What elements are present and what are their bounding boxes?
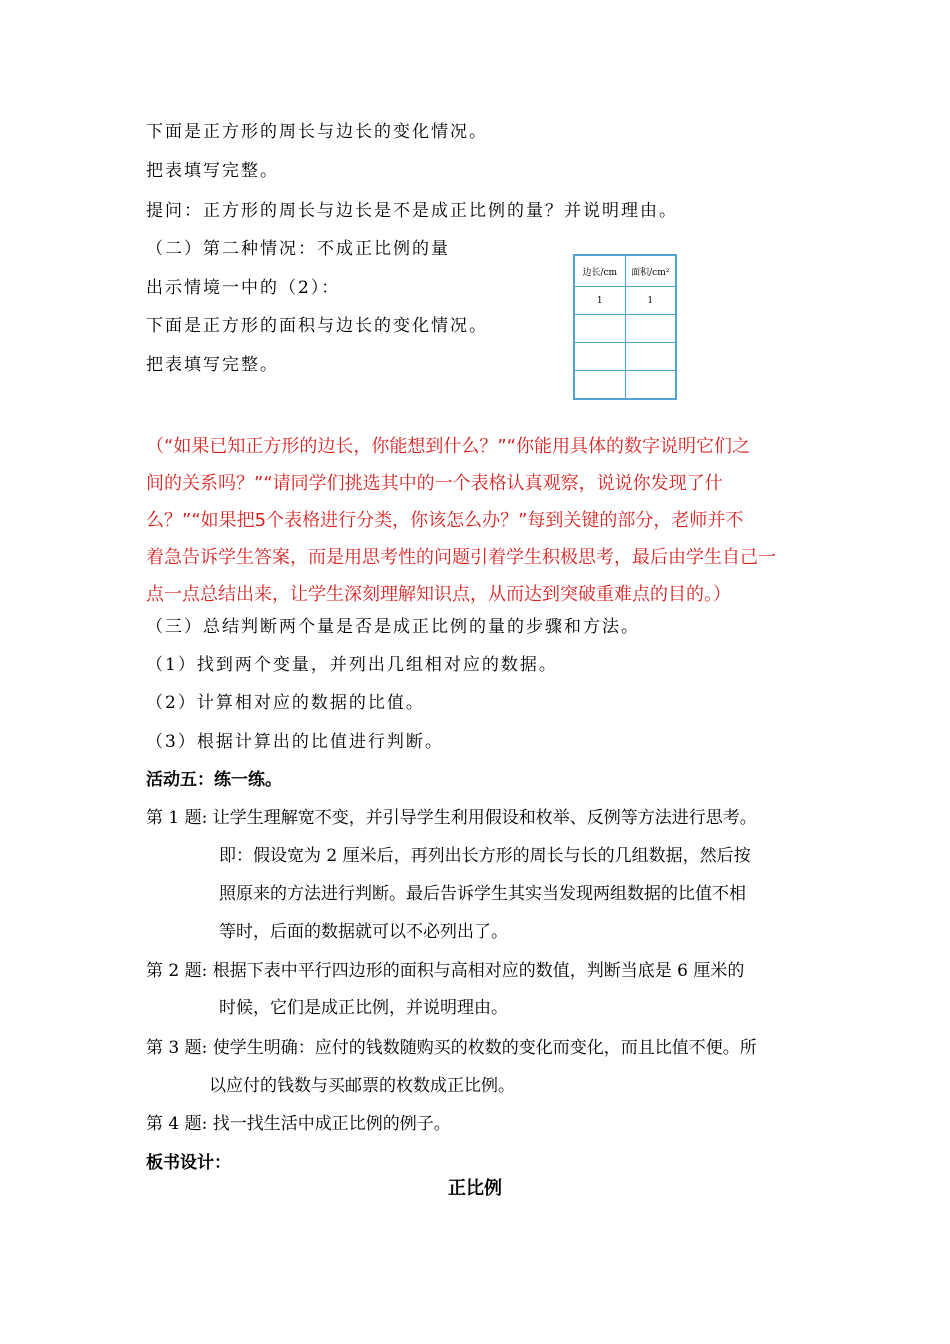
q1-line-4: 等时，后面的数据就可以不必列出了。 (219, 922, 508, 942)
q3-line-1: 第 3 题: 使学生明确：应付的钱数随购买的枚数的变化而变化，而且比值不便。所 (146, 1038, 757, 1058)
line-3: 提问：正方形的周长与边长是不是成正比例的量？并说明理由。 (146, 201, 678, 221)
red-note-line-2: 间的关系吗？”“请同学们挑选其中的一个表格认真观察，说说你发现了什 (146, 473, 723, 494)
table-cell: 1 (625, 287, 676, 315)
line-2: 把表填写完整。 (146, 161, 279, 181)
red-note-line-3: 么？”“如果把5个表格进行分类，你该怎么办？”每到关键的部分，老师并不 (146, 510, 744, 531)
table-header: 边长/cm (574, 255, 625, 287)
line-5: 出示情境一中的（2）： (146, 278, 341, 298)
red-note-line-4: 着急告诉学生答案，而是用思考性的问题引着学生积极思考，最后由学生自己一 (146, 547, 776, 568)
table-cell (625, 343, 676, 371)
activity-title: 活动五：练一练。 (146, 770, 282, 790)
q3-line-2: 以应付的钱数与买邮票的枚数成正比例。 (209, 1076, 515, 1096)
table-cell (574, 343, 625, 371)
table-cell: 1 (574, 287, 625, 315)
q1-line-2: 即：假设宽为 2 厘米后，再列出长方形的周长与长的几组数据，然后按 (219, 846, 751, 866)
table-cell (574, 315, 625, 343)
line-1: 下面是正方形的周长与边长的变化情况。 (146, 122, 488, 142)
step-3: （3）根据计算出的比值进行判断。 (146, 732, 444, 752)
red-note-line-5: 点一点总结出来，让学生深刻理解知识点，从而达到突破重难点的目的。） (146, 584, 731, 605)
table-cell (574, 371, 625, 400)
line-7: 把表填写完整。 (146, 355, 279, 375)
q1-line-1: 第 1 题: 让学生理解宽不变，并引导学生利用假设和枚举、反例等方法进行思考。 (146, 808, 757, 828)
red-note-line-1: （“如果已知正方形的边长，你能想到什么？”“你能用具体的数字说明它们之 (146, 436, 750, 457)
q1-line-3: 照原来的方法进行判断。最后告诉学生其实当发现两组数据的比值不相 (219, 884, 746, 904)
line-6: 下面是正方形的面积与边长的变化情况。 (146, 316, 488, 336)
q4-line: 第 4 题: 找一找生活中成正比例的例子。 (146, 1114, 451, 1134)
table-cell (625, 315, 676, 343)
board-heading: 正比例 (448, 1178, 502, 1199)
line-4: （二）第二种情况：不成正比例的量 (146, 239, 450, 259)
q2-line-2: 时候，它们是成正比例，并说明理由。 (219, 998, 508, 1018)
step-1: （1）找到两个变量，并列出几组相对应的数据。 (146, 655, 558, 675)
table-cell (625, 371, 676, 400)
board-title: 板书设计： (146, 1153, 231, 1173)
step-2: （2）计算相对应的数据的比值。 (146, 693, 425, 713)
steps-heading: （三）总结判断两个量是否是成正比例的量的步骤和方法。 (146, 617, 640, 637)
square-area-table (573, 254, 677, 400)
table-header: 面积/cm² (625, 255, 676, 287)
q2-line-1: 第 2 题: 根据下表中平行四边形的面积与高相对应的数值，判断当底是 6 厘米的 (146, 961, 745, 981)
